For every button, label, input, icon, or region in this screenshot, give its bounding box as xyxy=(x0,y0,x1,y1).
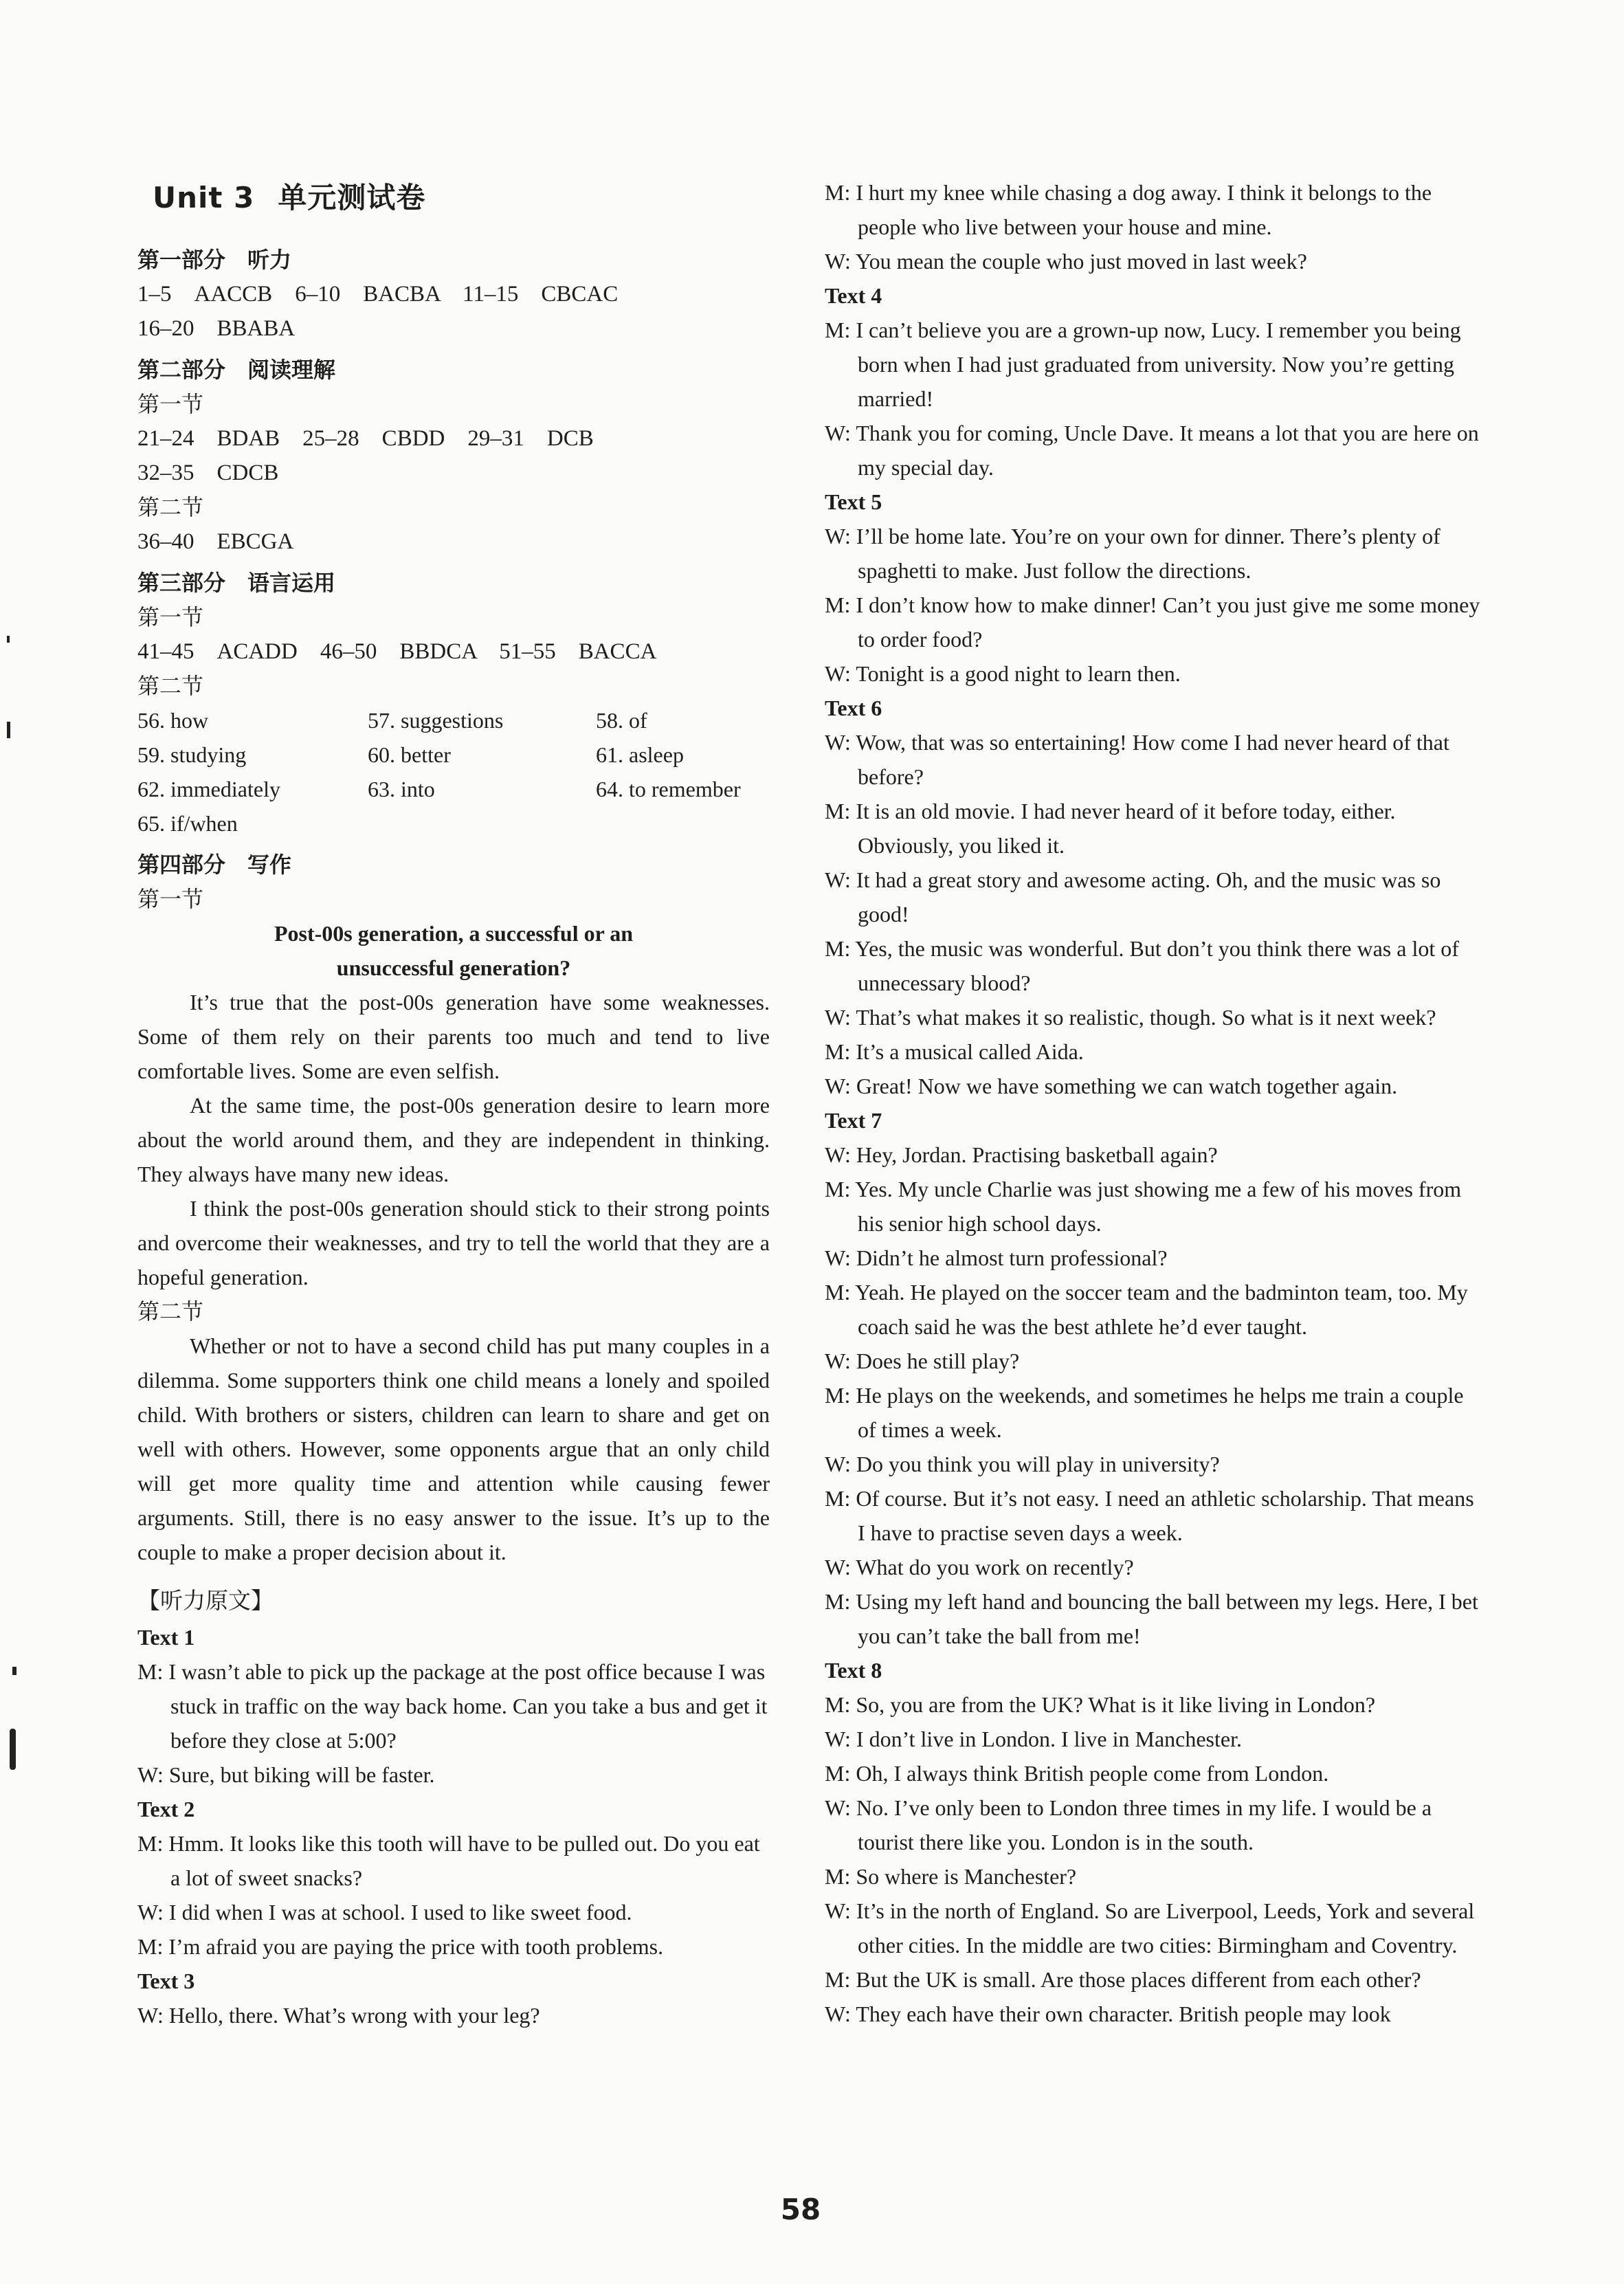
answer-line: 16–20 BBABA xyxy=(137,316,296,341)
answer-line: 21–24 BDAB 25–28 CBDD 29–31 DCB xyxy=(137,426,594,451)
unit-name: 单元测试卷 xyxy=(278,181,426,214)
dialogue-line: M: I wasn’t able to pick up the package at the post office because I was stuck in traffic on the way back home. Can you take a bus and get it before they close at 5:00? xyxy=(137,1659,768,1753)
dialogue-line: W: It had a great story and awesome acting. Oh, and the music was so good! xyxy=(825,867,1441,927)
cloze-item: 65. if/when xyxy=(137,811,238,836)
dialogue-line: W: I don’t live in London. I live in Manchester. xyxy=(825,1727,1242,1751)
dialogue-line: M: But the UK is small. Are those places different from each other? xyxy=(825,1967,1421,1992)
page-number: 58 xyxy=(780,2193,821,2226)
essay-paragraph: I think the post-00s generation should stick to their strong points and overcome their weaknesses, and try to tell the world that they are a hopeful generation. xyxy=(137,1196,770,1289)
text-title: Text 4 xyxy=(825,283,882,308)
dialogue-line: M: I hurt my knee while chasing a dog away. I think it belongs to the people who live between your house and mine. xyxy=(825,180,1432,239)
listening-heading: 【听力原文】 xyxy=(137,1589,274,1614)
dialogue-line: M: It’s a musical called Aida. xyxy=(825,1039,1084,1064)
dialogue-line: M: Yes. My uncle Charlie was just showing me a few of his moves from his senior high school days. xyxy=(825,1177,1462,1236)
dialogue-line: W: Hey, Jordan. Practising basketball again? xyxy=(825,1142,1218,1167)
essay-title-line: Post-00s generation, a successful or an xyxy=(274,921,634,946)
cloze-item: 60. better xyxy=(368,742,451,767)
answer-line: 1–5 AACCB 6–10 BACBA 11–15 CBCAC xyxy=(137,282,619,307)
dialogue-line: W: They each have their own character. British people may look xyxy=(825,2002,1391,2026)
cloze-item: 56. how xyxy=(137,708,209,733)
dialogue-line: W: Sure, but biking will be faster. xyxy=(137,1762,435,1787)
scan-mark xyxy=(10,1729,16,1770)
dialogue-line: W: I’ll be home late. You’re on your own for dinner. There’s plenty of spaghetti to make. Just follow the directions. xyxy=(825,524,1441,583)
dialogue-line: M: So where is Manchester? xyxy=(825,1864,1077,1889)
dialogue-line: M: So, you are from the UK? What is it like living in London? xyxy=(825,1692,1376,1717)
answer-line: 32–35 CDCB xyxy=(137,461,279,485)
section-label: 第一节 xyxy=(137,392,204,417)
text-title: Text 2 xyxy=(137,1797,195,1821)
part2-heading: 第二部分 阅读理解 xyxy=(137,357,336,383)
scan-mark xyxy=(7,636,10,643)
dialogue-line: M: It is an old movie. I had never heard of it before today, either. Obviously, you liked it. xyxy=(825,799,1396,858)
dialogue-line: M: Oh, I always think British people come from London. xyxy=(825,1761,1329,1786)
section-label: 第二节 xyxy=(137,674,204,698)
left-column xyxy=(137,175,770,2032)
dialogue-line: W: Wow, that was so entertaining! How come I had never heard of that before? xyxy=(825,730,1449,789)
text-title: Text 3 xyxy=(137,1969,195,1993)
text-title: Text 5 xyxy=(825,489,882,514)
section-label: 第二节 xyxy=(137,1299,204,1324)
essay-paragraph: It’s true that the post-00s generation have some weaknesses. Some of them rely on their parents too much and tend to live comfortable lives. Some are even selfish. xyxy=(137,990,770,1083)
dialogue-line: M: Of course. But it’s not easy. I need an athletic scholarship. That means I have to practise seven days a week. xyxy=(825,1486,1474,1545)
text-title: Text 7 xyxy=(825,1108,882,1133)
summary-paragraph: Whether or not to have a second child has put many couples in a dilemma. Some supporters think one child means a lonely and spoiled child. With brothers or sisters, children can learn to share and get on well with others. However, some opponents argue that an only child will get more quality time and attention while causing fewer arguments. Still, there is no easy answer to the issue. It’s up to the couple to make a proper decision about it. xyxy=(137,1333,770,1564)
answer-line: 36–40 EBCGA xyxy=(137,529,294,554)
essay-paragraph: At the same time, the post-00s generation desire to learn more about the world around them, and they are independent in thinking. They always have many new ideas. xyxy=(137,1093,770,1186)
dialogue-line: M: Yes, the music was wonderful. But don’t you think there was a lot of unnecessary blood? xyxy=(825,936,1459,995)
scan-mark xyxy=(12,1667,16,1675)
part1-heading: 第一部分 听力 xyxy=(137,247,292,273)
cloze-item: 62. immediately xyxy=(137,777,280,801)
answer-line: 41–45 ACADD 46–50 BBDCA 51–55 BACCA xyxy=(137,639,657,664)
dialogue-line: M: Hmm. It looks like this tooth will have to be pulled out. Do you eat a lot of sweet snacks? xyxy=(137,1831,760,1890)
dialogue-line: W: I did when I was at school. I used to like sweet food. xyxy=(137,1900,632,1925)
cloze-item: 64. to remember xyxy=(596,777,741,801)
essay-title xyxy=(137,916,770,985)
section-label: 第一节 xyxy=(137,887,204,911)
dialogue-line: W: What do you work on recently? xyxy=(825,1555,1134,1579)
dialogue-line: W: Great! Now we have something we can watch together again. xyxy=(825,1074,1398,1098)
dialogue-line: W: Didn’t he almost turn professional? xyxy=(825,1245,1168,1270)
dialogue-line: W: Does he still play? xyxy=(825,1349,1020,1373)
text-title: Text 6 xyxy=(825,696,882,720)
dialogue-line: M: I’m afraid you are paying the price with tooth problems. xyxy=(137,1934,664,1959)
unit-number: Unit 3 xyxy=(153,181,255,214)
dialogue-line: W: It’s in the north of England. So are Liverpool, Leeds, York and several other cities. In the middle are two cities: Birmingham and Coventry. xyxy=(825,1898,1475,1958)
scan-mark xyxy=(7,722,10,738)
part4-heading: 第四部分 写作 xyxy=(137,852,292,878)
dialogue-line: W: Hello, there. What’s wrong with your leg? xyxy=(137,2003,540,2028)
cloze-item: 57. suggestions xyxy=(368,708,504,733)
page-title xyxy=(153,175,770,217)
text-title: Text 8 xyxy=(825,1658,882,1683)
dialogue-line: W: Do you think you will play in university? xyxy=(825,1452,1220,1476)
section-label: 第二节 xyxy=(137,495,204,520)
essay-title-line: unsuccessful generation? xyxy=(336,955,571,980)
dialogue-line: M: Using my left hand and bouncing the ball between my legs. Here, I bet you can’t take the ball from me! xyxy=(825,1589,1478,1648)
dialogue-line: W: Thank you for coming, Uncle Dave. It means a lot that you are here on my special day. xyxy=(825,421,1479,480)
cloze-answers xyxy=(137,703,770,841)
right-column xyxy=(825,175,1484,2031)
dialogue-line: M: I can’t believe you are a grown-up now, Lucy. I remember you being born when I had just graduated from university. Now you’re getting married! xyxy=(825,318,1461,411)
text-title: Text 1 xyxy=(137,1625,195,1650)
section-label: 第一节 xyxy=(137,605,204,630)
cloze-item: 58. of xyxy=(596,708,647,733)
cloze-item: 61. asleep xyxy=(596,742,684,767)
dialogue-line: W: Tonight is a good night to learn then. xyxy=(825,661,1181,686)
cloze-item: 63. into xyxy=(368,777,435,801)
dialogue-line: M: I don’t know how to make dinner! Can’t you just give me some money to order food? xyxy=(825,592,1480,652)
part3-heading: 第三部分 语言运用 xyxy=(137,570,336,596)
dialogue-line: W: You mean the couple who just moved in last week? xyxy=(825,249,1307,274)
dialogue-line: W: No. I’ve only been to London three times in my life. I would be a tourist there like you. London is in the south. xyxy=(825,1795,1432,1854)
cloze-item: 59. studying xyxy=(137,742,247,767)
dialogue-line: M: Yeah. He played on the soccer team and the badminton team, too. My coach said he was the best athlete he’d ever taught. xyxy=(825,1280,1468,1339)
dialogue-line: M: He plays on the weekends, and sometimes he helps me train a couple of times a week. xyxy=(825,1383,1464,1442)
dialogue-line: W: That’s what makes it so realistic, though. So what is it next week? xyxy=(825,1005,1436,1030)
